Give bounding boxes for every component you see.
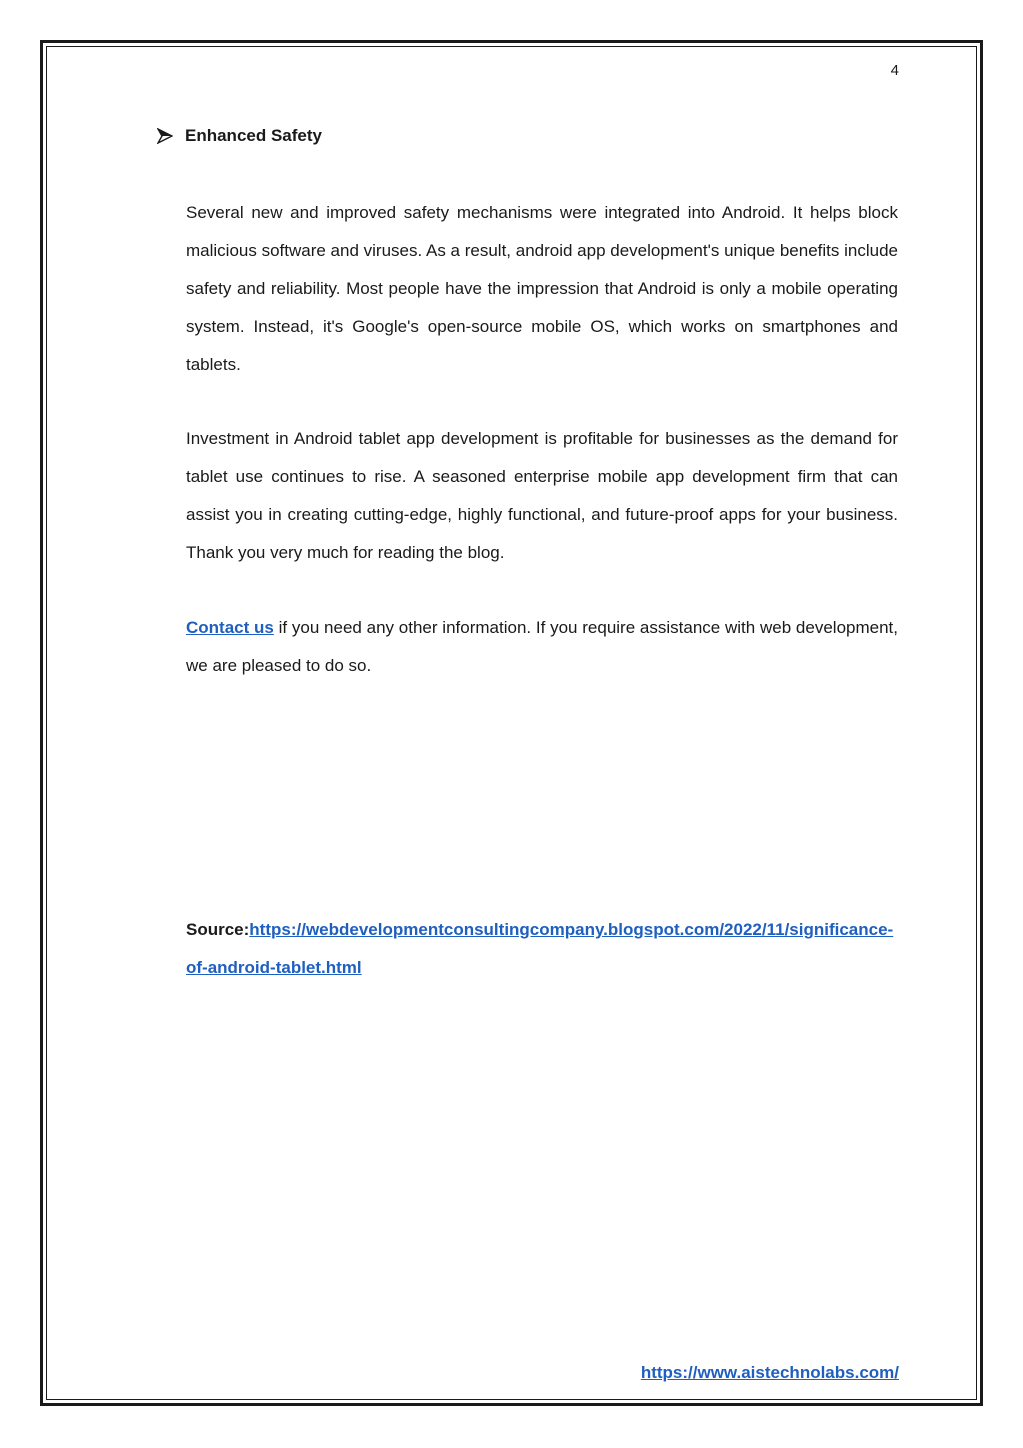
- paragraph-contact: [186, 609, 898, 685]
- paragraph-contact-text: if you need any other information. If you require assistance with web development, we are pleased to do so.: [186, 618, 898, 675]
- arrowhead-bullet-icon: [157, 128, 173, 144]
- source-line: [186, 911, 898, 987]
- section-heading: Enhanced Safety: [185, 126, 322, 145]
- source-label: Source:: [186, 920, 250, 939]
- contact-us-link[interactable]: Contact us: [186, 618, 274, 637]
- paragraph-investment: Investment in Android tablet app development is profitable for businesses as the demand for tablet use continues to rise. A seasoned enterprise mobile app development firm that can assist you in creating cutting-edge, highly functional, and future-proof apps for your business. Thank you very much for reading the blog.: [186, 429, 898, 562]
- paragraph-safety: Several new and improved safety mechanisms were integrated into Android. It helps block malicious software and viruses. As a result, android app development's unique benefits include safety and reliability. Most people have the impression that Android is only a mobile operating system. Instead, it's Google's open-source mobile OS, which works on smartphones and tablets.: [186, 203, 898, 374]
- section-heading-row: [157, 126, 322, 146]
- page-number: 4: [890, 62, 899, 79]
- footer-website-link[interactable]: https://www.aistechnolabs.com/: [640, 1363, 899, 1382]
- source-link[interactable]: https://webdevelopmentconsultingcompany.blogspot.com/2022/11/significance-of-android-tablet.html: [186, 920, 894, 977]
